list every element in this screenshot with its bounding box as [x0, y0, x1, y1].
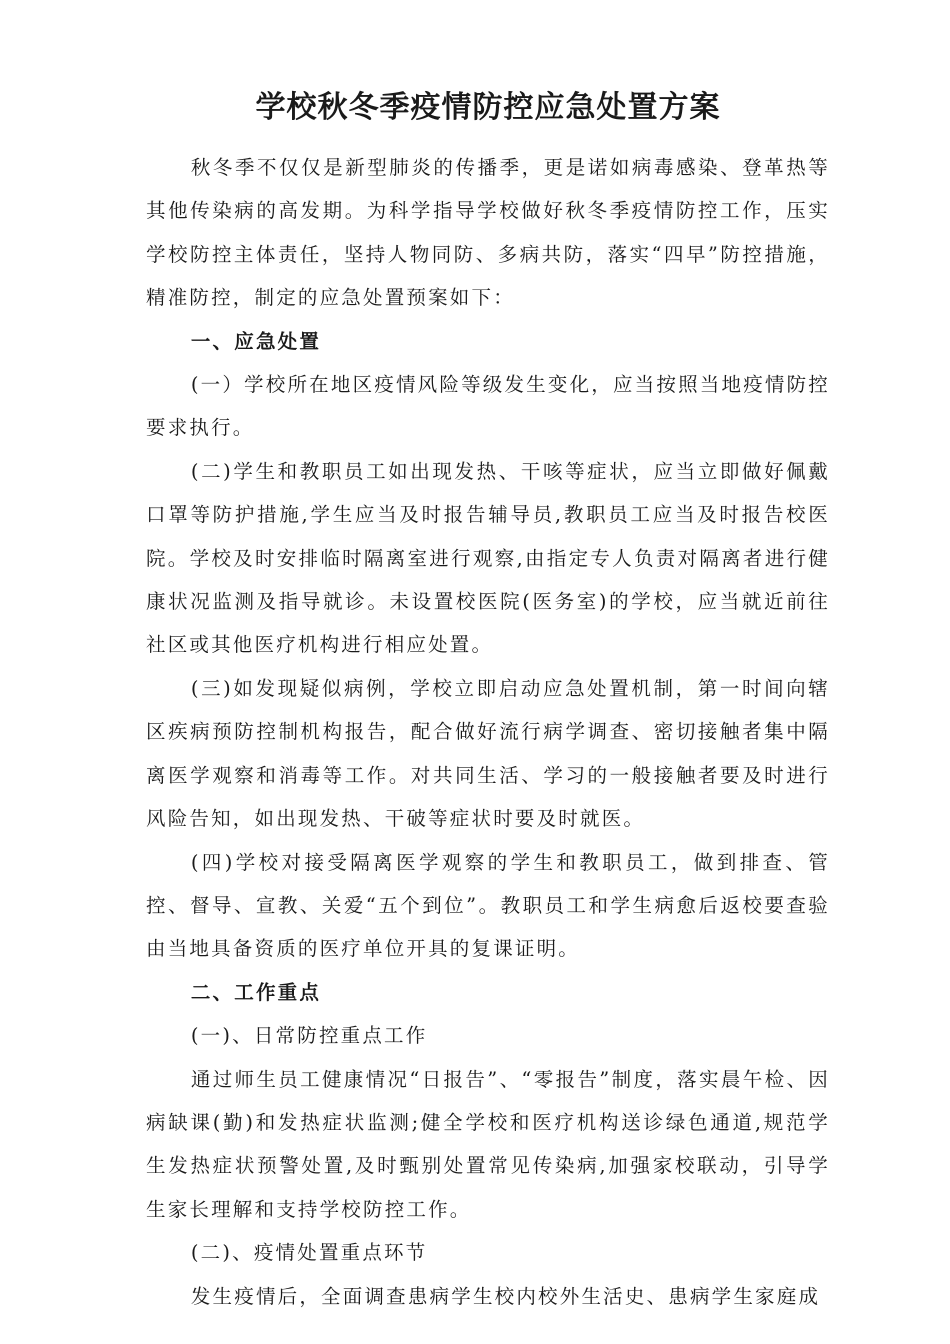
subsection-heading-daily: (一)、日常防控重点工作 [190, 1024, 428, 1048]
page-title: 学校秋冬季疫情防控应急处置方案 [255, 90, 721, 125]
subsection-heading-outbreak: (二)、疫情处置重点环节 [190, 1241, 428, 1265]
section1-item-3: (三)如发现疑似病例，学校立即启动应急处置机制，第一时间向辖区疾病预防控制机构报告，配合做好流行病学调查、密切接触者集中隔离医学观察和消毒等工作。对共同生活、学习的一般接触者要及时进行风险告知，如出现发热、干破等症状时要及时就医。 [146, 676, 830, 831]
section-heading-key-work: 二、工作重点 [190, 980, 322, 1004]
section1-item-1: (一）学校所在地区疫情风险等级发生变化，应当按照当地疫情防控要求执行。 [146, 373, 830, 440]
document-body [146, 146, 830, 1318]
section-heading-emergency: 一、应急处置 [190, 329, 322, 353]
subsection-daily-text: 通过师生员工健康情况“日报告”、“零报告”制度，落实晨午检、因病缺课(勤)和发热症状监测;健全学校和医疗机构送诊绿色通道,规范学生发热症状预警处置,及时甄别处置常见传染病,加强家校联动，引导学生家长理解和支持学校防控工作。 [146, 1067, 830, 1221]
subsection-outbreak-text: 发生疫情后，全面调查患病学生校内校外生活史、患病学生家庭成 [190, 1284, 821, 1308]
intro-paragraph: 秋冬季不仅仅是新型肺炎的传播季，更是诺如病毒感染、登革热等其他传染病的高发期。为科学指导学校做好秋冬季疫情防控工作，压实学校防控主体责任，坚持人物同防、多病共防，落实“四早”防控措施，精准防控，制定的应急处置预案如下： [146, 156, 830, 310]
section1-item-2: (二)学生和教职员工如出现发热、干咳等症状，应当立即做好佩戴口罩等防护措施,学生应当及时报告辅导员,教职员工应当及时报告校医院。学校及时安排临时隔离室进行观察,由指定专人负责对隔离者进行健康状况监测及指导就诊。未设置校医院(医务室)的学校，应当就近前往社区或其他医疗机构进行相应处置。 [146, 459, 830, 657]
section1-item-4: (四)学校对接受隔离医学观察的学生和教职员工，做到排查、管控、督导、宣教、关爱“五个到位”。教职员工和学生病愈后返校要查验由当地具备资质的医疗单位开具的复课证明。 [146, 850, 830, 961]
